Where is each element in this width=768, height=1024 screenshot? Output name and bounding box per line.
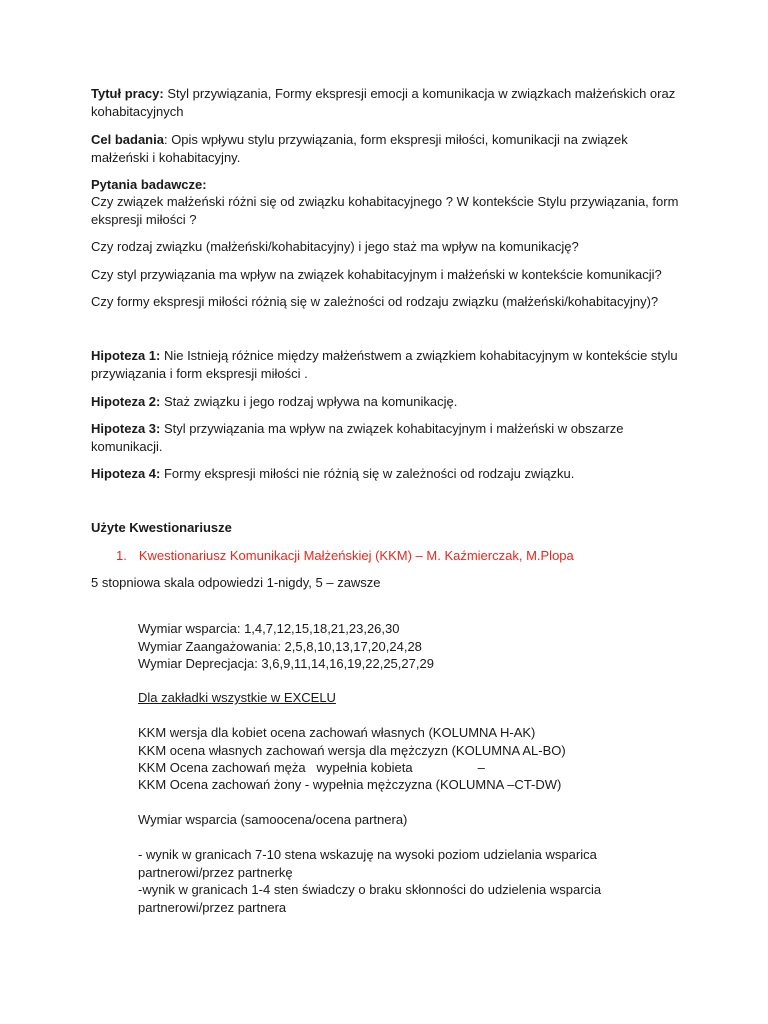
support-high-line-2: partnerowi/przez partnerkę <box>138 865 293 880</box>
question-1-line-2: ekspresji miłości ? <box>91 212 197 227</box>
research-goal-text: : Opis wpływu stylu przywiązania, form ekspresji miłości, komunikacji na związek <box>163 132 628 147</box>
question-4: Czy formy ekspresji miłości różnią się w zależności od rodzaju związku (małżeński/kohabitacyjny)? <box>91 294 659 309</box>
work-title-text: Styl przywiązania, Formy ekspresji emocji a komunikacja w związkach małżeńskich oraz <box>163 86 676 101</box>
hypothesis-1-text: Nie Istnieją różnice między małżeństwem a związkiem kohabitacyjnym w kontekście stylu <box>160 348 678 363</box>
work-title-label: Tytuł pracy: <box>91 86 164 101</box>
question-2: Czy rodzaj związku (małżeński/kohabitacyjny) i jego staż ma wpływ na komunikację? <box>91 239 579 254</box>
excel-line-2: KKM ocena własnych zachowań wersja dla mężczyzn (KOLUMNA AL-BO) <box>138 743 566 758</box>
excel-line-1: KKM wersja dla kobiet ocena zachowań własnych (KOLUMNA H-AK) <box>138 725 536 740</box>
research-questions-heading: Pytania badawcze: <box>91 177 207 192</box>
support-low-line-2: partnerowi/przez partnera <box>138 900 287 915</box>
dimension-support: Wymiar wsparcia: 1,4,7,12,15,18,21,23,26,30 <box>138 621 400 636</box>
response-scale: 5 stopniowa skala odpowiedzi 1-nigdy, 5 – zawsze <box>91 575 381 590</box>
questionnaire-item-1-number: 1. <box>116 548 127 563</box>
question-3: Czy styl przywiązania ma wpływ na związek kohabitacyjnym i małżeński w kontekście komunikacji? <box>91 267 662 282</box>
support-high-line-1: - wynik w granicach 7-10 stena wskazuję na wysoki poziom udzielania wsparica <box>138 847 597 862</box>
excel-line-3: KKM Ocena zachowań męża wypełnia kobieta – <box>138 760 485 775</box>
hypothesis-2 <box>91 393 678 411</box>
research-goal-continued: małżeński i kohabitacyjny. <box>91 150 241 165</box>
excel-heading: Dla zakładki wszystkie w EXCELU <box>138 690 336 705</box>
research-goal <box>91 131 678 149</box>
work-title-continued: kohabitacyjnych <box>91 104 184 119</box>
hypothesis-2-label: Hipoteza 2: <box>91 394 161 409</box>
questionnaire-item-1 <box>116 547 678 565</box>
hypothesis-1-continued: przywiązania i form ekspresji miłości . <box>91 366 308 381</box>
hypothesis-1-label: Hipoteza 1: <box>91 348 161 363</box>
hypothesis-3-label: Hipoteza 3: <box>91 421 161 436</box>
support-low-line-1: -wynik w granicach 1-4 sten świadczy o braku skłonności do udzielenia wsparcia <box>138 882 602 897</box>
question-1-line-1: Czy związek małżeński różni się od związku kohabitacyjnego ? W kontekście Stylu przywiązania, form <box>91 194 679 209</box>
support-heading: Wymiar wsparcia (samoocena/ocena partnera) <box>138 812 408 827</box>
work-title <box>91 85 678 103</box>
research-goal-label: Cel badania <box>91 132 164 147</box>
questionnaires-heading: Użyte Kwestionariusze <box>91 520 232 535</box>
dimension-depreciation: Wymiar Deprecjacja: 3,6,9,11,14,16,19,22,25,27,29 <box>138 656 434 671</box>
hypothesis-3-continued: komunikacji. <box>91 439 163 454</box>
dimension-engagement: Wymiar Zaangażowania: 2,5,8,10,13,17,20,24,28 <box>138 639 422 654</box>
questionnaire-item-1-text: Kwestionariusz Komunikacji Małżeńskiej (KKM) – M. Kaźmierczak, M.Plopa <box>138 548 574 563</box>
hypothesis-3 <box>91 420 678 438</box>
hypothesis-4-text: Formy ekspresji miłości nie różnią się w zależności od rodzaju związku. <box>160 466 575 481</box>
hypothesis-1 <box>91 347 678 365</box>
hypothesis-4 <box>91 465 678 483</box>
hypothesis-4-label: Hipoteza 4: <box>91 466 161 481</box>
excel-line-4: KKM Ocena zachowań żony - wypełnia mężczyzna (KOLUMNA –CT-DW) <box>138 777 562 792</box>
hypothesis-2-text: Staż związku i jego rodzaj wpływa na komunikację. <box>160 394 458 409</box>
hypothesis-3-text: Styl przywiązania ma wpływ na związek kohabitacyjnym i małżeński w obszarze <box>160 421 624 436</box>
